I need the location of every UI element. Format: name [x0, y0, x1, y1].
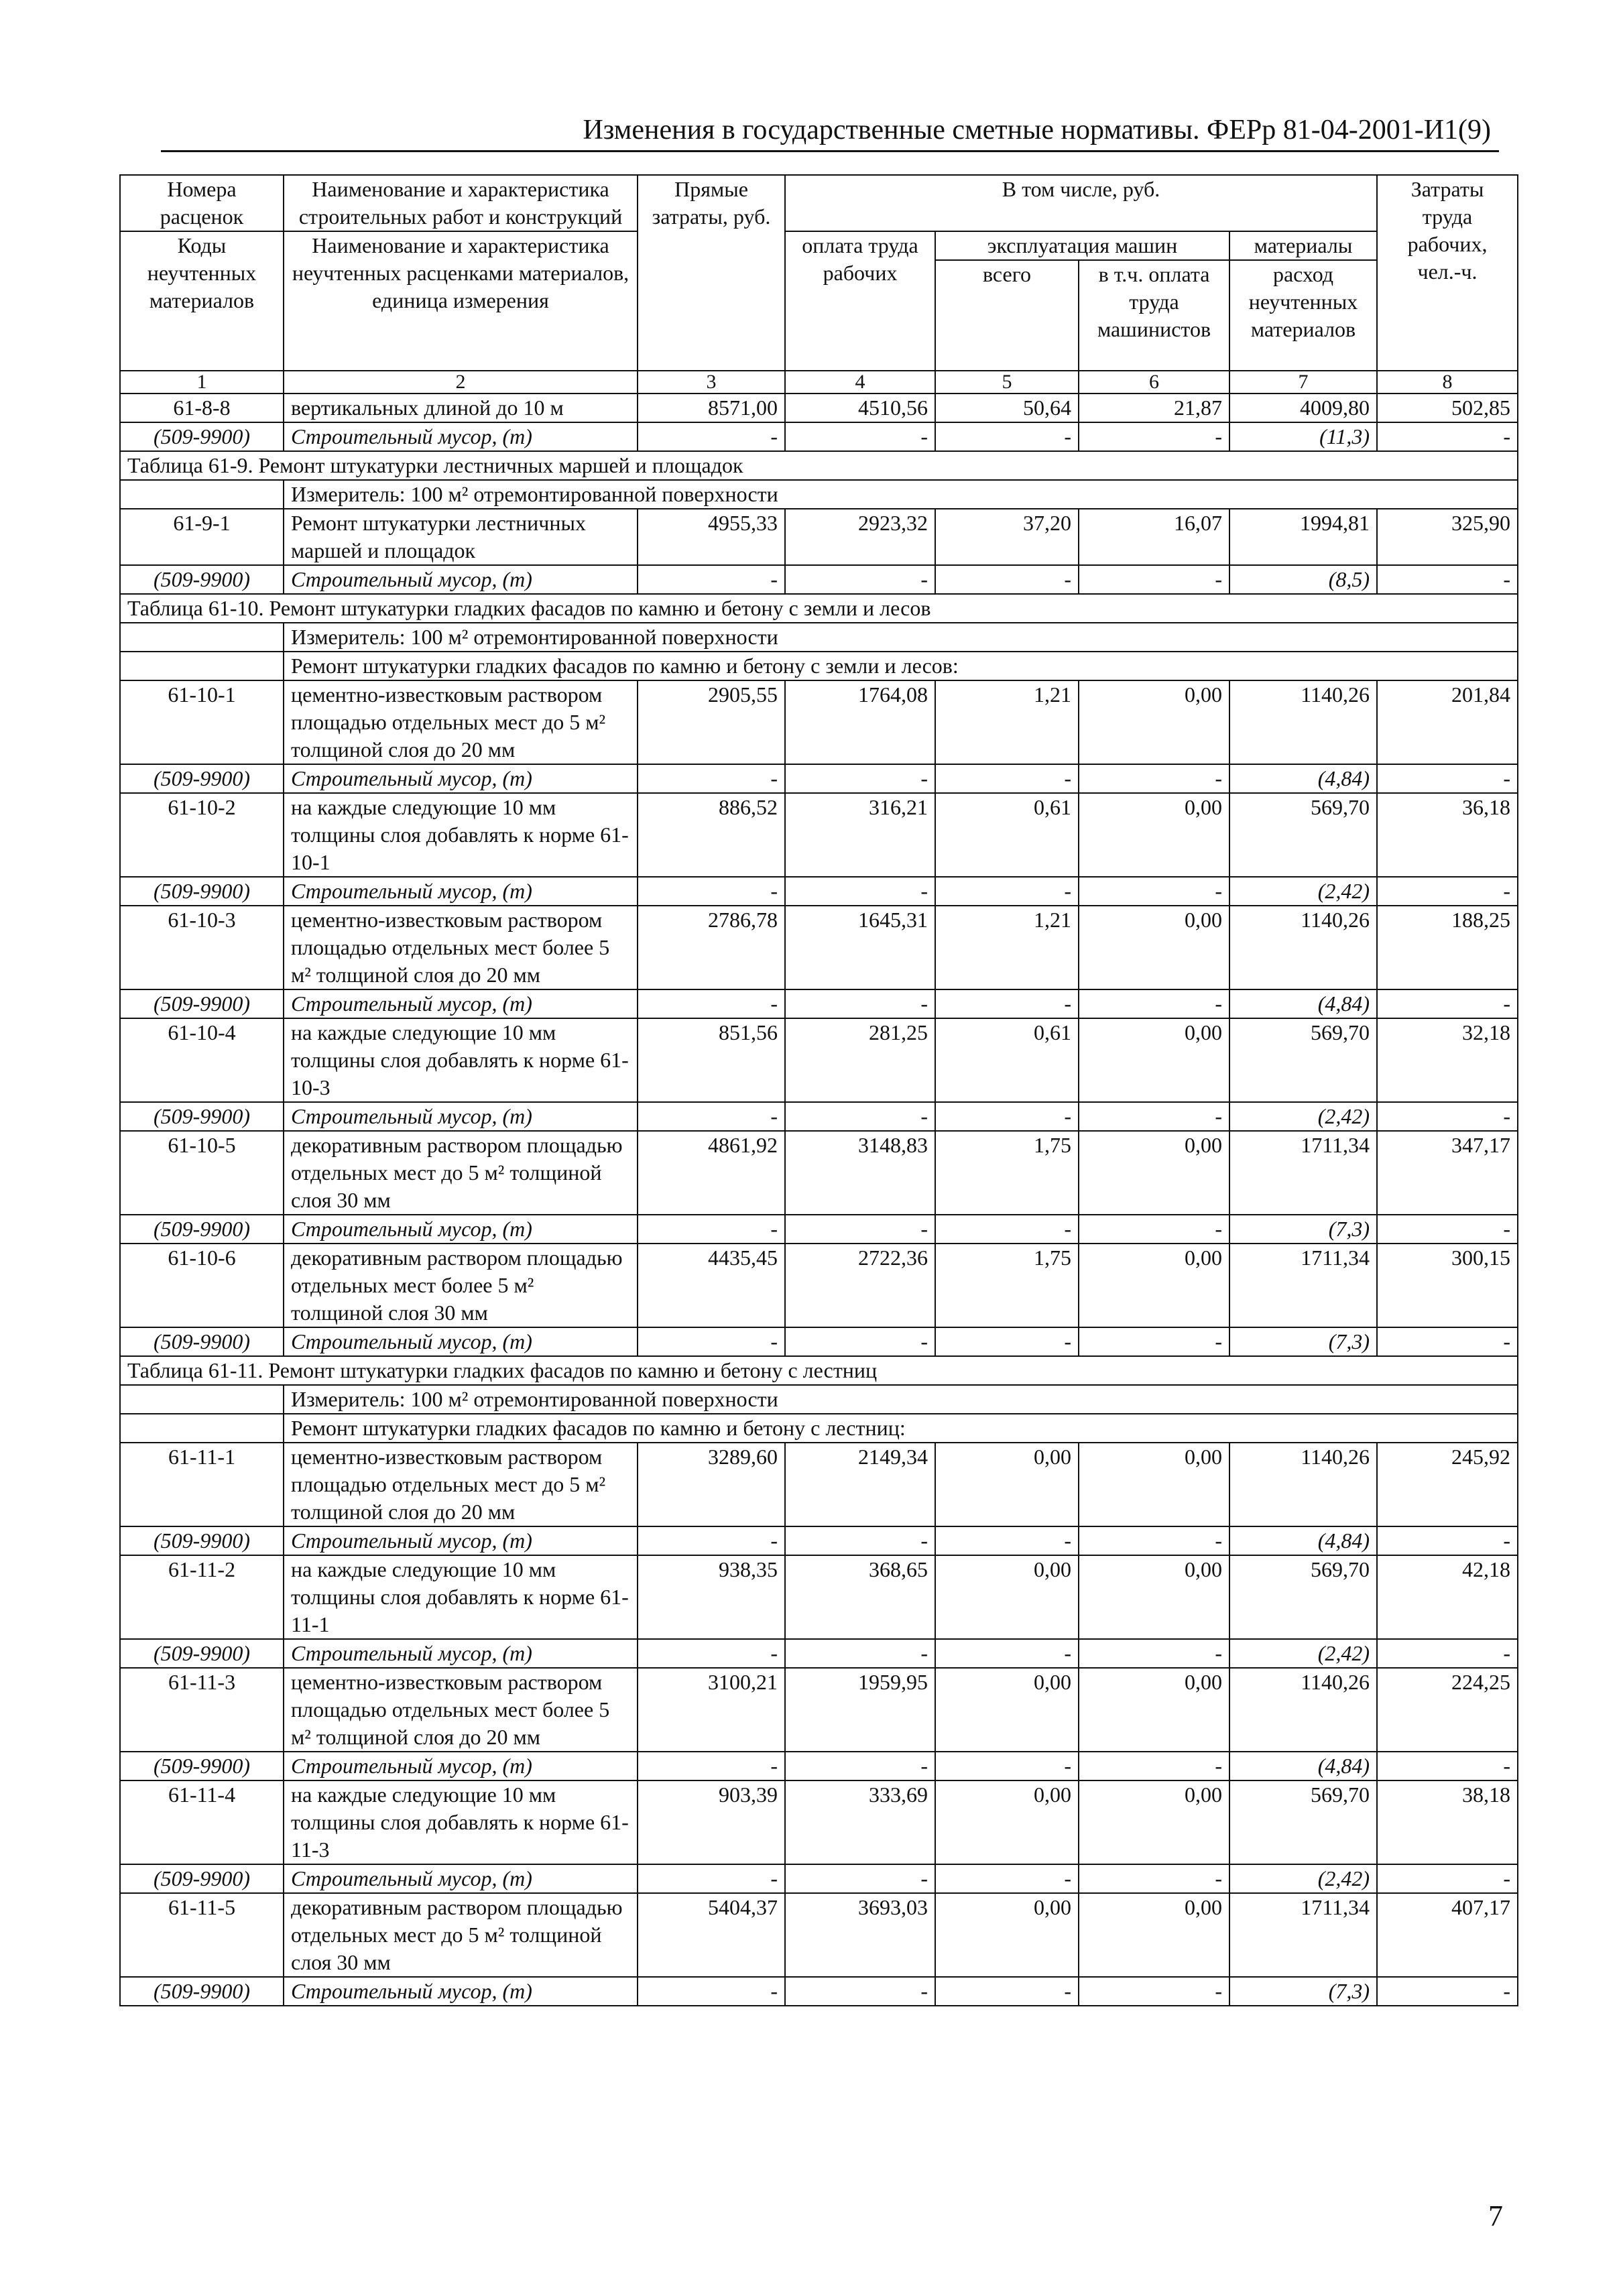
col-number: 5	[935, 371, 1079, 394]
labor-hours: 201,84	[1377, 680, 1518, 764]
material-consumption: (2,42)	[1229, 1102, 1377, 1131]
dash: -	[935, 1102, 1079, 1131]
dash: -	[1377, 1977, 1518, 2006]
dash: -	[785, 1864, 935, 1893]
dash: -	[785, 1752, 935, 1780]
machines-total: 1,75	[935, 1244, 1079, 1327]
material-row	[120, 1639, 1518, 1668]
material-row	[120, 565, 1518, 594]
material-row	[120, 877, 1518, 906]
dash: -	[785, 989, 935, 1018]
material-code: (509-9900)	[120, 565, 284, 594]
material-row	[120, 422, 1518, 451]
material-row	[120, 1977, 1518, 2006]
rate-row	[120, 680, 1518, 764]
col5-header: всего	[935, 260, 1079, 371]
dash: -	[1377, 1526, 1518, 1555]
labor-hours: 325,90	[1377, 509, 1518, 565]
dash: -	[1079, 1977, 1229, 2006]
col-number: 4	[785, 371, 935, 394]
materials-cost: 569,70	[1229, 1780, 1377, 1864]
labor-hours: 32,18	[1377, 1018, 1518, 1102]
machines-total: 0,00	[935, 1555, 1079, 1639]
dash: -	[638, 1215, 785, 1244]
direct-cost: 3100,21	[638, 1668, 785, 1752]
rate-name: декоративным раствором площадью отдельных мест до 5 м² толщиной слоя 30 мм	[284, 1131, 638, 1215]
dash: -	[1079, 1752, 1229, 1780]
dash: -	[785, 1102, 935, 1131]
dash: -	[1079, 565, 1229, 594]
dash: -	[1079, 422, 1229, 451]
materials-cost: 1711,34	[1229, 1893, 1377, 1977]
material-code: (509-9900)	[120, 1752, 284, 1780]
material-consumption: (8,5)	[1229, 565, 1377, 594]
col-number: 6	[1079, 371, 1229, 394]
table-title: Таблица 61-10. Ремонт штукатурки гладких фасадов по камню и бетону с земли и лесов	[120, 594, 1518, 623]
labor-hours: 38,18	[1377, 1780, 1518, 1864]
rate-row	[120, 1780, 1518, 1864]
dash: -	[638, 764, 785, 793]
operators-pay: 0,00	[1079, 1780, 1229, 1864]
measure-row	[120, 623, 1518, 652]
rate-name: цементно-известковым раствором площадью отдельных мест до 5 м² толщиной слоя до 20 мм	[284, 1443, 638, 1526]
direct-cost: 3289,60	[638, 1443, 785, 1526]
material-name: Строительный мусор, (т)	[284, 1327, 638, 1356]
material-row	[120, 1526, 1518, 1555]
machines-total: 0,00	[935, 1668, 1079, 1752]
rate-code: 61-10-2	[120, 793, 284, 877]
dash: -	[1377, 989, 1518, 1018]
direct-cost: 886,52	[638, 793, 785, 877]
labor-hours: 407,17	[1377, 1893, 1518, 1977]
labor-pay: 1764,08	[785, 680, 935, 764]
rate-name: на каждые следующие 10 мм толщины слоя добавлять к норме 61-11-3	[284, 1780, 638, 1864]
operators-pay: 21,87	[1079, 394, 1229, 422]
material-consumption: (4,84)	[1229, 764, 1377, 793]
col-number: 3	[638, 371, 785, 394]
dash: -	[1377, 877, 1518, 906]
header-text: Изменения в государственные сметные нормативы. ФЕРр 81-04-2001-И1(9)	[583, 115, 1491, 145]
rate-row	[120, 394, 1518, 422]
operators-pay: 0,00	[1079, 680, 1229, 764]
labor-pay: 316,21	[785, 793, 935, 877]
material-consumption: (2,42)	[1229, 1864, 1377, 1893]
dash: -	[1377, 1752, 1518, 1780]
dash: -	[638, 422, 785, 451]
material-consumption: (11,3)	[1229, 422, 1377, 451]
rate-row	[120, 1443, 1518, 1526]
col-number: 8	[1377, 371, 1518, 394]
labor-hours: 245,92	[1377, 1443, 1518, 1526]
rate-row	[120, 1244, 1518, 1327]
col1-top: Номера расценок	[120, 175, 284, 231]
dash: -	[1079, 1639, 1229, 1668]
material-name: Строительный мусор, (т)	[284, 764, 638, 793]
direct-cost: 2905,55	[638, 680, 785, 764]
measure-unit: Измеритель: 100 м² отремонтированной поверхности	[284, 623, 1518, 652]
header-row-1	[120, 175, 1518, 231]
labor-pay: 3148,83	[785, 1131, 935, 1215]
machines-total: 37,20	[935, 509, 1079, 565]
direct-cost: 4861,92	[638, 1131, 785, 1215]
material-code: (509-9900)	[120, 989, 284, 1018]
dash: -	[638, 877, 785, 906]
rate-code: 61-11-3	[120, 1668, 284, 1752]
dash: -	[1079, 1327, 1229, 1356]
labor-pay: 2923,32	[785, 509, 935, 565]
machines-total: 1,21	[935, 906, 1079, 989]
col4-header: оплата труда рабочих	[785, 231, 935, 371]
materials-cost: 569,70	[1229, 793, 1377, 877]
direct-cost: 4955,33	[638, 509, 785, 565]
rate-code: 61-10-1	[120, 680, 284, 764]
labor-hours: 42,18	[1377, 1555, 1518, 1639]
material-row	[120, 989, 1518, 1018]
page-number: 7	[1488, 2199, 1503, 2232]
direct-cost: 938,35	[638, 1555, 785, 1639]
material-name: Строительный мусор, (т)	[284, 422, 638, 451]
labor-pay: 368,65	[785, 1555, 935, 1639]
group-header: В том числе, руб.	[785, 175, 1377, 231]
material-name: Строительный мусор, (т)	[284, 877, 638, 906]
rate-name: на каждые следующие 10 мм толщины слоя добавлять к норме 61-10-3	[284, 1018, 638, 1102]
material-consumption: (7,3)	[1229, 1977, 1377, 2006]
material-code: (509-9900)	[120, 1526, 284, 1555]
rate-code: 61-8-8	[120, 394, 284, 422]
material-consumption: (4,84)	[1229, 1526, 1377, 1555]
dash: -	[1079, 1864, 1229, 1893]
col-number: 1	[120, 371, 284, 394]
rate-name: Ремонт штукатурки лестничных маршей и площадок	[284, 509, 638, 565]
dash: -	[935, 764, 1079, 793]
machines-total: 50,64	[935, 394, 1079, 422]
rate-row	[120, 509, 1518, 565]
table-title: Таблица 61-11. Ремонт штукатурки гладких фасадов по камню и бетону с лестниц	[120, 1356, 1518, 1385]
group-row	[120, 652, 1518, 680]
material-name: Строительный мусор, (т)	[284, 1752, 638, 1780]
labor-pay: 2722,36	[785, 1244, 935, 1327]
running-header	[161, 113, 1499, 152]
rate-code: 61-9-1	[120, 509, 284, 565]
material-row	[120, 1215, 1518, 1244]
col2-top: Наименование и характеристика строительных работ и конструкций	[284, 175, 638, 231]
direct-cost: 903,39	[638, 1780, 785, 1864]
material-row	[120, 1102, 1518, 1131]
rate-row	[120, 1555, 1518, 1639]
dash: -	[935, 1864, 1079, 1893]
material-name: Строительный мусор, (т)	[284, 565, 638, 594]
labor-hours: 300,15	[1377, 1244, 1518, 1327]
rate-name: декоративным раствором площадью отдельных мест более 5 м² толщиной слоя 30 мм	[284, 1244, 638, 1327]
operators-pay: 0,00	[1079, 1018, 1229, 1102]
column-numbers-row	[120, 371, 1518, 394]
dash: -	[785, 1639, 935, 1668]
labor-hours: 502,85	[1377, 394, 1518, 422]
dash: -	[785, 1215, 935, 1244]
col3-header: Прямые затраты, руб.	[638, 175, 785, 371]
dash: -	[935, 1526, 1079, 1555]
measure-row	[120, 480, 1518, 509]
operators-pay: 0,00	[1079, 1443, 1229, 1526]
material-consumption: (4,84)	[1229, 989, 1377, 1018]
table-title-row	[120, 451, 1518, 480]
materials-cost: 569,70	[1229, 1018, 1377, 1102]
labor-pay: 4510,56	[785, 394, 935, 422]
materials-cost: 1994,81	[1229, 509, 1377, 565]
operators-pay: 0,00	[1079, 906, 1229, 989]
dash: -	[935, 1639, 1079, 1668]
rate-name: цементно-известковым раствором площадью отдельных мест до 5 м² толщиной слоя до 20 мм	[284, 680, 638, 764]
dash: -	[785, 422, 935, 451]
rate-code: 61-11-5	[120, 1893, 284, 1977]
material-consumption: (2,42)	[1229, 1639, 1377, 1668]
col7-header: расход неучтенных материалов	[1229, 260, 1377, 371]
rate-code: 61-11-1	[120, 1443, 284, 1526]
operators-pay: 0,00	[1079, 1244, 1229, 1327]
dash: -	[638, 1977, 785, 2006]
materials-cost: 1140,26	[1229, 1668, 1377, 1752]
rate-code: 61-10-4	[120, 1018, 284, 1102]
material-row	[120, 1327, 1518, 1356]
material-code: (509-9900)	[120, 1215, 284, 1244]
operators-pay: 0,00	[1079, 1555, 1229, 1639]
dash: -	[1377, 565, 1518, 594]
machines-total: 0,00	[935, 1780, 1079, 1864]
machines-total: 0,00	[935, 1443, 1079, 1526]
group-row	[120, 1414, 1518, 1443]
dash: -	[1079, 1526, 1229, 1555]
machines-total: 0,61	[935, 793, 1079, 877]
group-caption: Ремонт штукатурки гладких фасадов по камню и бетону с земли и лесов:	[284, 652, 1518, 680]
machines-total: 0,61	[935, 1018, 1079, 1102]
material-code: (509-9900)	[120, 422, 284, 451]
rate-code: 61-11-2	[120, 1555, 284, 1639]
labor-hours: 188,25	[1377, 906, 1518, 989]
material-row	[120, 764, 1518, 793]
direct-cost: 4435,45	[638, 1244, 785, 1327]
material-code: (509-9900)	[120, 1639, 284, 1668]
rate-name: на каждые следующие 10 мм толщины слоя добавлять к норме 61-11-1	[284, 1555, 638, 1639]
operators-pay: 0,00	[1079, 1893, 1229, 1977]
rate-code: 61-10-3	[120, 906, 284, 989]
measure-unit: Измеритель: 100 м² отремонтированной поверхности	[284, 480, 1518, 509]
rate-row	[120, 906, 1518, 989]
labor-hours: 36,18	[1377, 793, 1518, 877]
rate-name: цементно-известковым раствором площадью отдельных мест более 5 м² толщиной слоя до 20 мм	[284, 1668, 638, 1752]
dash: -	[638, 1639, 785, 1668]
dash: -	[935, 422, 1079, 451]
materials-cost: 1140,26	[1229, 680, 1377, 764]
rate-code: 61-10-5	[120, 1131, 284, 1215]
rate-name: декоративным раствором площадью отдельных мест до 5 м² толщиной слоя 30 мм	[284, 1893, 638, 1977]
table-title: Таблица 61-9. Ремонт штукатурки лестничных маршей и площадок	[120, 451, 1518, 480]
material-code: (509-9900)	[120, 1327, 284, 1356]
table-title-row	[120, 594, 1518, 623]
dash: -	[1079, 764, 1229, 793]
dash: -	[935, 1215, 1079, 1244]
measure-unit: Измеритель: 100 м² отремонтированной поверхности	[284, 1385, 1518, 1414]
material-code: (509-9900)	[120, 1102, 284, 1131]
material-name: Строительный мусор, (т)	[284, 1215, 638, 1244]
materials-header: материалы	[1229, 231, 1377, 260]
col-number: 7	[1229, 371, 1377, 394]
material-name: Строительный мусор, (т)	[284, 1639, 638, 1668]
dash: -	[1377, 764, 1518, 793]
rate-code: 61-10-6	[120, 1244, 284, 1327]
labor-hours: 347,17	[1377, 1131, 1518, 1215]
material-name: Строительный мусор, (т)	[284, 1526, 638, 1555]
dash: -	[935, 1977, 1079, 2006]
dash: -	[935, 1752, 1079, 1780]
material-consumption: (7,3)	[1229, 1215, 1377, 1244]
direct-cost: 2786,78	[638, 906, 785, 989]
operators-pay: 0,00	[1079, 793, 1229, 877]
rate-row	[120, 1893, 1518, 1977]
dash: -	[638, 989, 785, 1018]
col2-bottom: Наименование и характеристика неучтенных расценками материалов, единица измерения	[284, 231, 638, 371]
dash: -	[785, 764, 935, 793]
col1-bottom: Коды неучтенных материалов	[120, 231, 284, 371]
dash: -	[1377, 422, 1518, 451]
dash: -	[785, 1526, 935, 1555]
measure-row	[120, 1385, 1518, 1414]
labor-pay: 1959,95	[785, 1668, 935, 1752]
dash: -	[1079, 989, 1229, 1018]
dash: -	[638, 1526, 785, 1555]
direct-cost: 851,56	[638, 1018, 785, 1102]
material-consumption: (7,3)	[1229, 1327, 1377, 1356]
material-row	[120, 1864, 1518, 1893]
machines-total: 1,75	[935, 1131, 1079, 1215]
dash: -	[1079, 1215, 1229, 1244]
group-caption: Ремонт штукатурки гладких фасадов по камню и бетону с лестниц:	[284, 1414, 1518, 1443]
rate-row	[120, 1668, 1518, 1752]
material-code: (509-9900)	[120, 1864, 284, 1893]
dash: -	[638, 1102, 785, 1131]
materials-cost: 1140,26	[1229, 1443, 1377, 1526]
material-consumption: (4,84)	[1229, 1752, 1377, 1780]
dash: -	[638, 1864, 785, 1893]
dash: -	[785, 1327, 935, 1356]
material-name: Строительный мусор, (т)	[284, 1102, 638, 1131]
material-name: Строительный мусор, (т)	[284, 989, 638, 1018]
material-code: (509-9900)	[120, 877, 284, 906]
dash: -	[1377, 1639, 1518, 1668]
rate-code: 61-11-4	[120, 1780, 284, 1864]
material-code: (509-9900)	[120, 764, 284, 793]
operators-pay: 0,00	[1079, 1668, 1229, 1752]
rates-table	[119, 174, 1518, 2006]
material-consumption: (2,42)	[1229, 877, 1377, 906]
labor-pay: 1645,31	[785, 906, 935, 989]
machines-total: 0,00	[935, 1893, 1079, 1977]
dash: -	[935, 877, 1079, 906]
dash: -	[935, 1327, 1079, 1356]
material-name: Строительный мусор, (т)	[284, 1864, 638, 1893]
dash: -	[1377, 1215, 1518, 1244]
machines-header: эксплуатация машин	[935, 231, 1229, 260]
materials-cost: 1711,34	[1229, 1244, 1377, 1327]
direct-cost: 5404,37	[638, 1893, 785, 1977]
col-number: 2	[284, 371, 638, 394]
dash: -	[1377, 1864, 1518, 1893]
dash: -	[1377, 1327, 1518, 1356]
materials-cost: 4009,80	[1229, 394, 1377, 422]
col8-header: Затраты труда рабочих, чел.-ч.	[1377, 175, 1518, 371]
labor-pay: 2149,34	[785, 1443, 935, 1526]
dash: -	[935, 565, 1079, 594]
operators-pay: 16,07	[1079, 509, 1229, 565]
machines-total: 1,21	[935, 680, 1079, 764]
materials-cost: 1140,26	[1229, 906, 1377, 989]
dash: -	[1377, 1102, 1518, 1131]
rate-row	[120, 793, 1518, 877]
dash: -	[638, 1752, 785, 1780]
dash: -	[1079, 877, 1229, 906]
operators-pay: 0,00	[1079, 1131, 1229, 1215]
dash: -	[1079, 1102, 1229, 1131]
col6-header: в т.ч. оплата труда машинистов	[1079, 260, 1229, 371]
header-row-2	[120, 231, 1518, 260]
material-code: (509-9900)	[120, 1977, 284, 2006]
labor-pay: 281,25	[785, 1018, 935, 1102]
dash: -	[935, 989, 1079, 1018]
rate-row	[120, 1018, 1518, 1102]
dash: -	[638, 565, 785, 594]
rate-row	[120, 1131, 1518, 1215]
labor-hours: 224,25	[1377, 1668, 1518, 1752]
dash: -	[638, 1327, 785, 1356]
labor-pay: 3693,03	[785, 1893, 935, 1977]
direct-cost: 8571,00	[638, 394, 785, 422]
rate-name: на каждые следующие 10 мм толщины слоя добавлять к норме 61-10-1	[284, 793, 638, 877]
materials-cost: 1711,34	[1229, 1131, 1377, 1215]
dash: -	[785, 565, 935, 594]
labor-pay: 333,69	[785, 1780, 935, 1864]
dash: -	[785, 877, 935, 906]
dash: -	[785, 1977, 935, 2006]
rate-name: цементно-известковым раствором площадью отдельных мест более 5 м² толщиной слоя до 20 мм	[284, 906, 638, 989]
materials-cost: 569,70	[1229, 1555, 1377, 1639]
material-row	[120, 1752, 1518, 1780]
rate-name: вертикальных длиной до 10 м	[284, 394, 638, 422]
table-title-row	[120, 1356, 1518, 1385]
material-name: Строительный мусор, (т)	[284, 1977, 638, 2006]
